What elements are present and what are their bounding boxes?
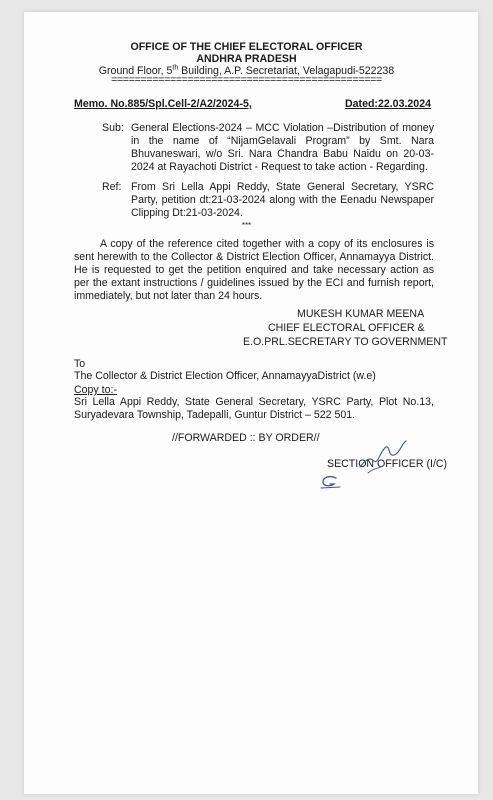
initials-scribble-icon (318, 473, 344, 491)
section-officer-signature (356, 437, 416, 477)
address-superscript: th (172, 64, 179, 72)
reference-text: From Sri Lella Appi Reddy, State General Secretary, YSRC Party, petition dt:21-03-2024 along with the Eenadu Newspaper Clipping Dt:21-03-2024. (131, 181, 434, 219)
header-separator: ============================================== (111, 74, 382, 86)
memo-number: Memo. No.885/Spl.Cell-2/A2/2024-5, (74, 98, 252, 110)
address-part-1: Ground Floor, 5 (98, 65, 173, 77)
signatory-designation: CHIEF ELECTORAL OFFICER & (268, 322, 425, 334)
signature-scribble-icon (356, 437, 416, 477)
signatory-designation-2: E.O.PRL.SECRETARY TO GOVERNMENT (243, 336, 448, 348)
subject-label: Sub: (102, 122, 124, 134)
to-recipient: The Collector & District Election Officer, AnnamayyaDistrict (w.e) (74, 370, 376, 382)
memo-date: Dated:22.03.2024 (345, 98, 431, 110)
copy-to-recipient: Sri Lella Appi Reddy, State General Secretary, YSRC Party, Plot No.13, Suryadevara Township, Tadepalli, Guntur District – 522 501. (74, 396, 434, 421)
copy-to-label: Copy to:- (74, 384, 117, 396)
section-officer: SECTION OFFICER (I/C) (327, 458, 448, 470)
body-paragraph: A copy of the reference cited together with a copy of its enclosures is sent herewith to the Collector & District Election Officer, Annamayya District. He is requested to get the petition enquired and take necessary action as per the extant instructions / guidelines issued by the ECI and furnish report, immediately, but not later than 24 hours. (74, 238, 434, 302)
subject-text: General Elections-2024 – MCC Violation –Distribution of money in the name of “NijamGelavali Program” by Smt. Nara Bhuvaneswari, w/o Sri. Nara Chandra Babu Naidu on 20-03-2024 at Rayachoti District - Request to take action - Regarding. (131, 122, 434, 173)
address-part-2: Building, A.P. Secretariat, Velagapudi-522238 (178, 65, 395, 77)
state-title: ANDHRA PRADESH (196, 53, 297, 65)
forwarded-line: //FORWARDED :: BY ORDER// (172, 432, 320, 444)
separator-stars: *** (241, 221, 252, 230)
initials-mark (318, 473, 344, 491)
signatory-name: MUKESH KUMAR MEENA (297, 308, 425, 320)
office-title: OFFICE OF THE CHIEF ELECTORAL OFFICER (130, 41, 363, 53)
to-label: To (74, 358, 86, 370)
reference-label: Ref: (102, 181, 122, 193)
